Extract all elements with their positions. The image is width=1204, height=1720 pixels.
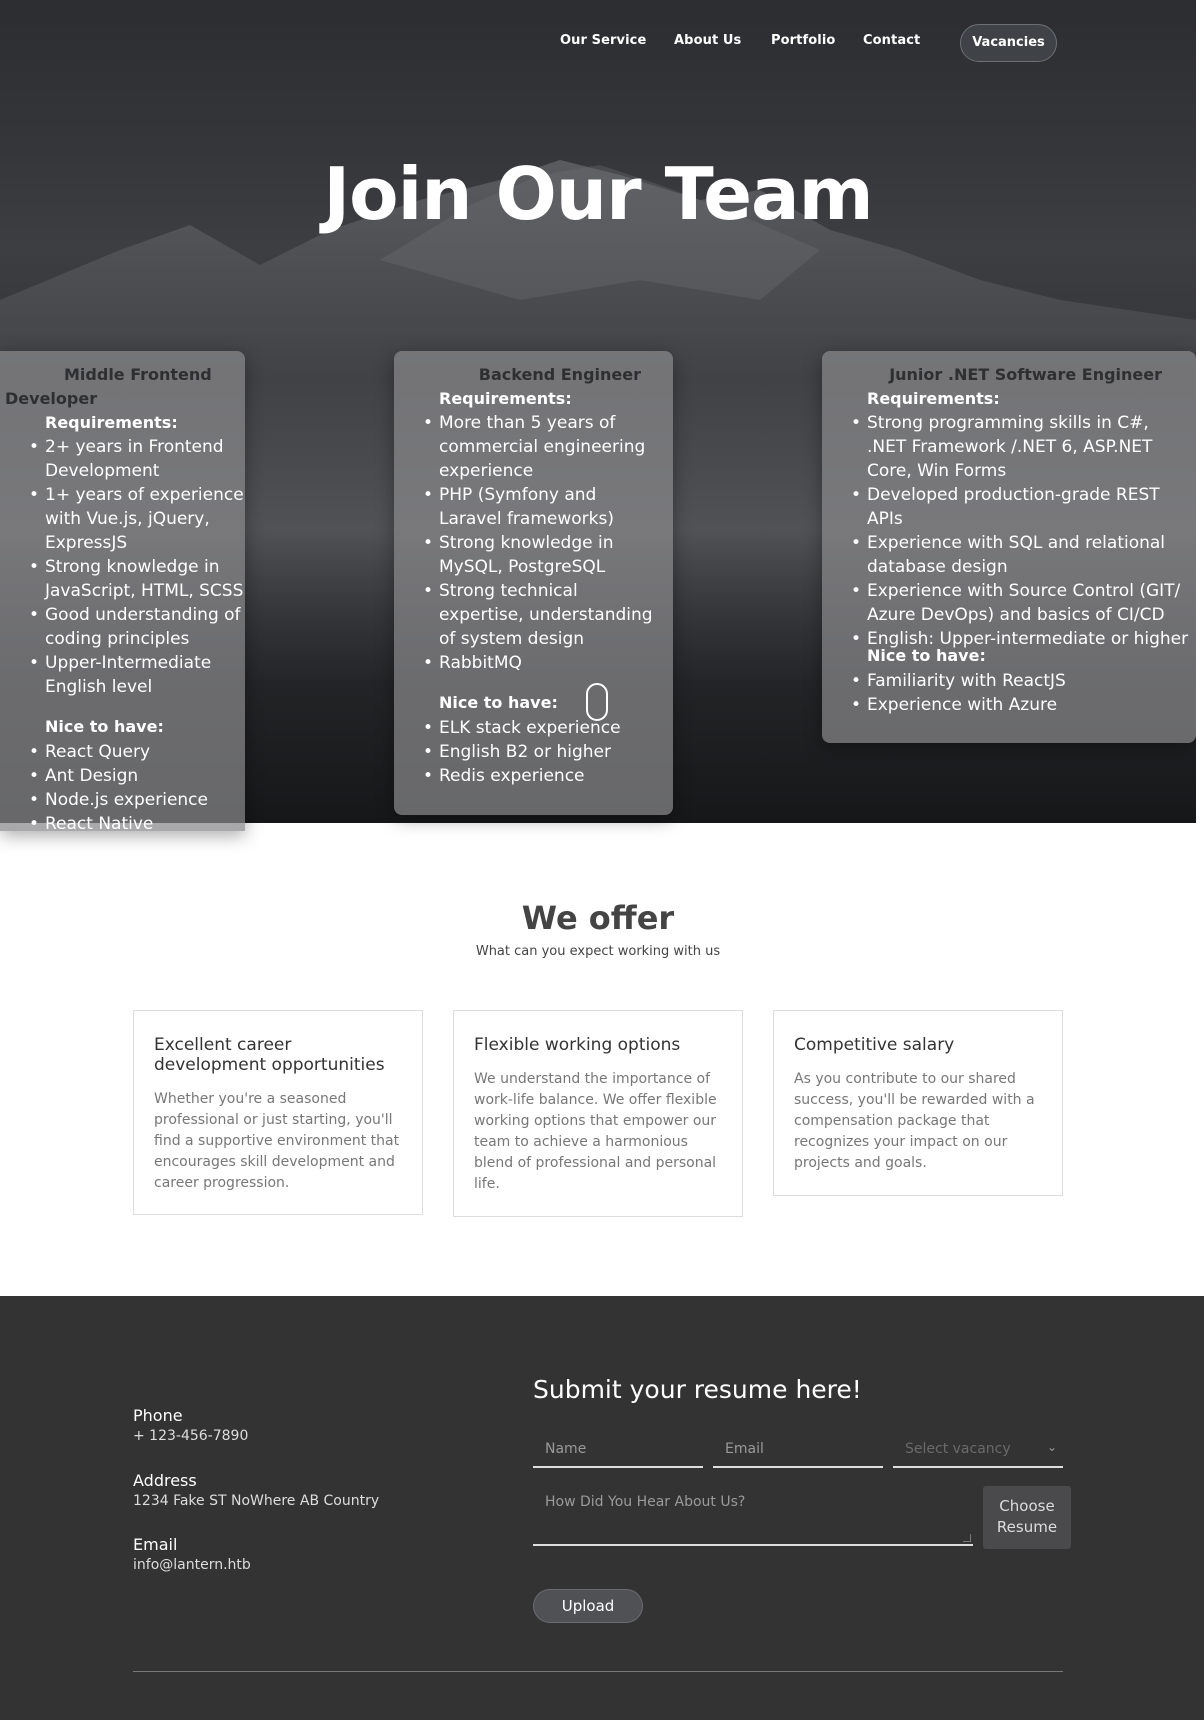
requirements-list — [29, 435, 245, 699]
offer-card-salary — [773, 1010, 1063, 1196]
nice-to-have-label: Nice to have: — [439, 693, 558, 712]
list-item: • Familiarity with ReactJS — [867, 669, 1189, 693]
nice-to-have-list — [439, 716, 664, 788]
address-label: Address — [133, 1471, 197, 1490]
phone-label: Phone — [133, 1406, 183, 1425]
nav-our-service[interactable]: Our Service — [560, 33, 647, 48]
nav-contact[interactable]: Contact — [863, 33, 921, 48]
nice-to-have-list — [867, 669, 1189, 717]
requirements-list — [867, 411, 1189, 651]
email-label: Email — [133, 1535, 178, 1554]
hero-section — [0, 0, 1196, 834]
list-item: • Developed production-grade REST APIs — [867, 483, 1189, 531]
offer-title: We offer — [521, 899, 675, 937]
requirements-list — [439, 411, 664, 675]
list-item: • React Native — [45, 812, 245, 836]
list-item: • RabbitMQ — [439, 651, 664, 675]
offer-subtitle: What can you expect working with us — [475, 944, 721, 959]
list-item: with Vue.js, jQuery, — [45, 509, 210, 529]
list-item: • Upper-Intermediate — [29, 653, 212, 673]
list-item: Development — [45, 461, 160, 481]
name-input[interactable]: Name — [533, 1432, 703, 1468]
list-item: • Experience with SQL and relational database design — [867, 531, 1189, 579]
list-item: • Experience with Source Control (GIT/ Azure DevOps) and basics of CI/CD — [867, 579, 1189, 627]
list-item: • Experience with Azure — [867, 693, 1189, 717]
chevron-down-icon: ⌄ — [1046, 1440, 1057, 1454]
vacancy-select-value: Select vacancy — [905, 1441, 1011, 1457]
nice-to-have-label: Nice to have: — [45, 717, 164, 736]
list-item: • Ant Design — [45, 764, 245, 788]
list-item: • Strong knowledge in — [29, 557, 220, 577]
list-item: • React Query — [45, 740, 245, 764]
hero-edge — [1196, 0, 1204, 823]
vacancy-card-frontend — [0, 351, 245, 834]
nice-to-have-list — [45, 740, 245, 836]
scroll-indicator-icon — [586, 683, 608, 721]
footer-divider — [133, 1671, 1063, 1672]
vacancies-button[interactable]: Vacancies — [960, 24, 1057, 62]
nav-portfolio[interactable]: Portfolio — [771, 33, 836, 48]
email-input[interactable]: Email — [713, 1432, 883, 1468]
heard-about-us-textarea[interactable] — [533, 1484, 973, 1546]
list-item: • Good understanding of — [29, 605, 241, 625]
vacancy-card-backend — [394, 351, 673, 815]
list-item: JavaScript, HTML, SCSS — [45, 581, 244, 601]
list-item: • Strong programming skills in C#, .NET Framework /.NET 6, ASP.NET Core, Win Forms — [867, 411, 1189, 483]
offer-card-career — [133, 1010, 423, 1215]
choose-resume-button[interactable]: Choose Resume — [983, 1486, 1071, 1549]
list-item: • English B2 or higher — [439, 740, 664, 764]
form-title: Submit your resume here! — [533, 1375, 862, 1404]
nice-to-have-label: Nice to have: — [867, 646, 986, 665]
requirements-label: Requirements: — [867, 389, 1000, 408]
vacancy-select[interactable] — [893, 1432, 1063, 1468]
offer-card-text: We understand the importance of work-life balance. We offer flexible working options that empower our team to achieve a harmonious blend of professional and personal life. — [474, 1071, 717, 1192]
list-item: coding principles — [45, 629, 190, 649]
phone-value: + 123-456-7890 — [133, 1428, 249, 1444]
list-item: • Strong technical expertise, understanding of system design — [439, 579, 664, 651]
top-navigation — [0, 0, 1196, 84]
requirements-label: Requirements: — [45, 413, 178, 432]
list-item: • ELK stack experience — [439, 716, 664, 740]
list-item: • Node.js experience — [45, 788, 245, 812]
address-value: 1234 Fake ST NoWhere AB Country — [133, 1493, 380, 1509]
nav-about-us[interactable]: About Us — [674, 33, 742, 48]
vacancy-title: Backend Engineer — [478, 365, 641, 384]
list-item: • 1+ years of experience — [29, 485, 244, 505]
offer-card-text: Whether you're a seasoned professional or just starting, you'll find a supportive environment that encourages skill development and career progression. — [154, 1091, 400, 1191]
offer-card-title: Flexible working options — [474, 1035, 681, 1055]
list-item: ExpressJS — [45, 533, 128, 553]
heard-about-us-placeholder: How Did You Hear About Us? — [545, 1494, 746, 1510]
list-item: • PHP (Symfony and Laravel frameworks) — [439, 483, 664, 531]
list-item: • English: Upper-intermediate or higher — [867, 627, 1189, 651]
page-title: Join Our Team — [323, 152, 873, 236]
list-item: • More than 5 years of commercial engineering experience — [439, 411, 664, 483]
upload-button[interactable]: Upload — [533, 1589, 643, 1623]
vacancy-title: Junior .NET Software Engineer — [889, 365, 1162, 384]
offer-card-title: Competitive salary — [794, 1035, 955, 1055]
offer-card-text: As you contribute to our shared success, you'll be rewarded with a compensation package that recognizes your impact on our projects and goals. — [794, 1071, 1035, 1171]
vacancy-title: Middle Frontend — [64, 365, 212, 384]
resize-grip-icon[interactable] — [963, 1534, 971, 1542]
list-item: • Strong knowledge in MySQL, PostgreSQL — [439, 531, 664, 579]
vacancy-title-cont: Developer — [5, 389, 98, 408]
offer-card-flexible — [453, 1010, 743, 1217]
email-value: info@lantern.htb — [133, 1557, 251, 1573]
list-item: • 2+ years in Frontend — [29, 437, 224, 457]
vacancy-card-dotnet — [822, 351, 1196, 743]
offer-card-title: Excellent career development opportunities — [154, 1035, 385, 1075]
list-item: English level — [45, 677, 153, 697]
requirements-label: Requirements: — [439, 389, 572, 408]
list-item: • Redis experience — [439, 764, 664, 788]
